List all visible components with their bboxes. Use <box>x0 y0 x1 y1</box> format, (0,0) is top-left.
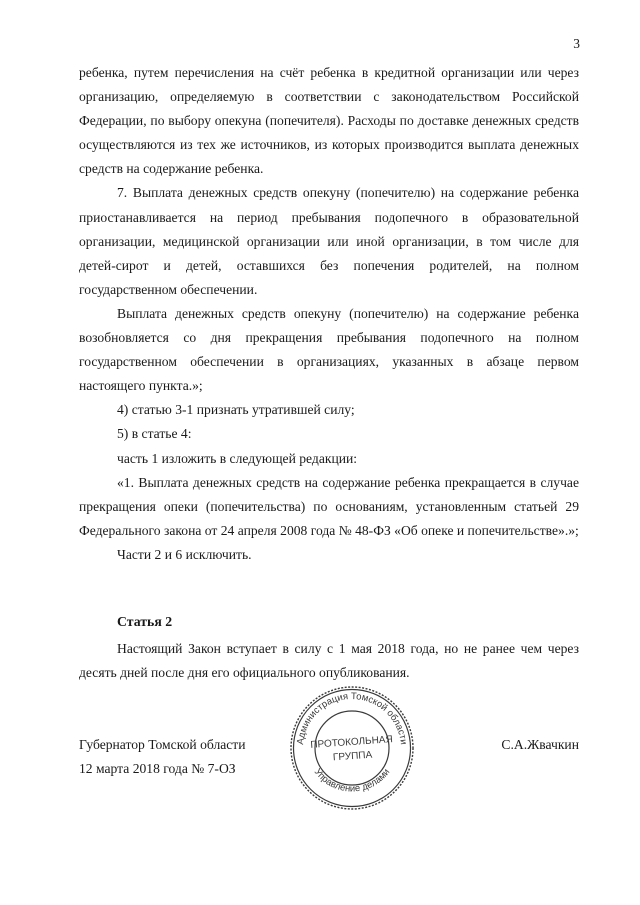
stamp-ring-top-text: Администрация Томской области <box>295 690 409 746</box>
stamp-center-line-2: ГРУППА <box>332 749 373 764</box>
law-date-number: 12 марта 2018 года № 7-ОЗ <box>79 761 236 776</box>
article-2-body <box>79 637 579 685</box>
paragraph-continuation: ребенка, путем перечисления на счёт ребенка в кредитной организации или через организацию, определяемую в соответствии с законодательством Российской Федерации, по выбору опекуна (попечителя). Расходы по доставке денежных средств осуществляются из тех же источников, из которых производится выплата денежных средств на содержание ребенка. <box>79 65 579 177</box>
paragraph-part-1-intro: часть 1 изложить в следующей редакции: <box>117 450 358 466</box>
paragraph-resumption: Выплата денежных средств опекуну (попечителю) на содержание ребенка возобновляется со дня прекращения пребывания подопечного на полном государственном обеспечении в организациях, указанных в абзаце первом настоящего пункта.»; <box>79 305 579 394</box>
paragraph-item-5: 5) в статье 4: <box>117 426 192 442</box>
paragraph-exclude-parts: Части 2 и 6 исключить. <box>117 546 252 562</box>
signer-title: Губернатор Томской области <box>79 737 246 752</box>
page-number: 3 <box>573 36 580 51</box>
article-2-title: Статья 2 <box>117 614 173 629</box>
stamp-center-line-1: ПРОТОКОЛЬНАЯ <box>310 734 394 751</box>
article-2-text: Настоящий Закон вступает в силу с 1 мая 2018 года, но не ранее чем через десять дней после дня его официального опубликования. <box>79 641 579 681</box>
paragraph-item-7: 7. Выплата денежных средств опекуну (попечителю) на содержание ребенка приостанавливается на период пребывания подопечного в образовательной организации, медицинской организации или иной организации, в том числе для детей-сирот и детей, оставшихся без попечения родителей, на полном государственном обеспечении. <box>79 185 579 297</box>
stamp-ring-bottom-text: Управление делами <box>311 766 393 795</box>
document-body <box>79 61 579 567</box>
paragraph-item-4: 4) статью 3-1 признать утратившей силу; <box>117 402 355 418</box>
official-stamp <box>287 683 417 813</box>
signer-name: С.А.Жвачкин <box>501 737 579 752</box>
paragraph-part-1-text: «1. Выплата денежных средств на содержание ребенка прекращается в случае прекращения опеки (попечительства) по основаниям, установленным статьей 29 Федерального закона от 24 апреля 2008 года № 48-ФЗ «Об опеке и попечительстве».»; <box>79 474 579 538</box>
